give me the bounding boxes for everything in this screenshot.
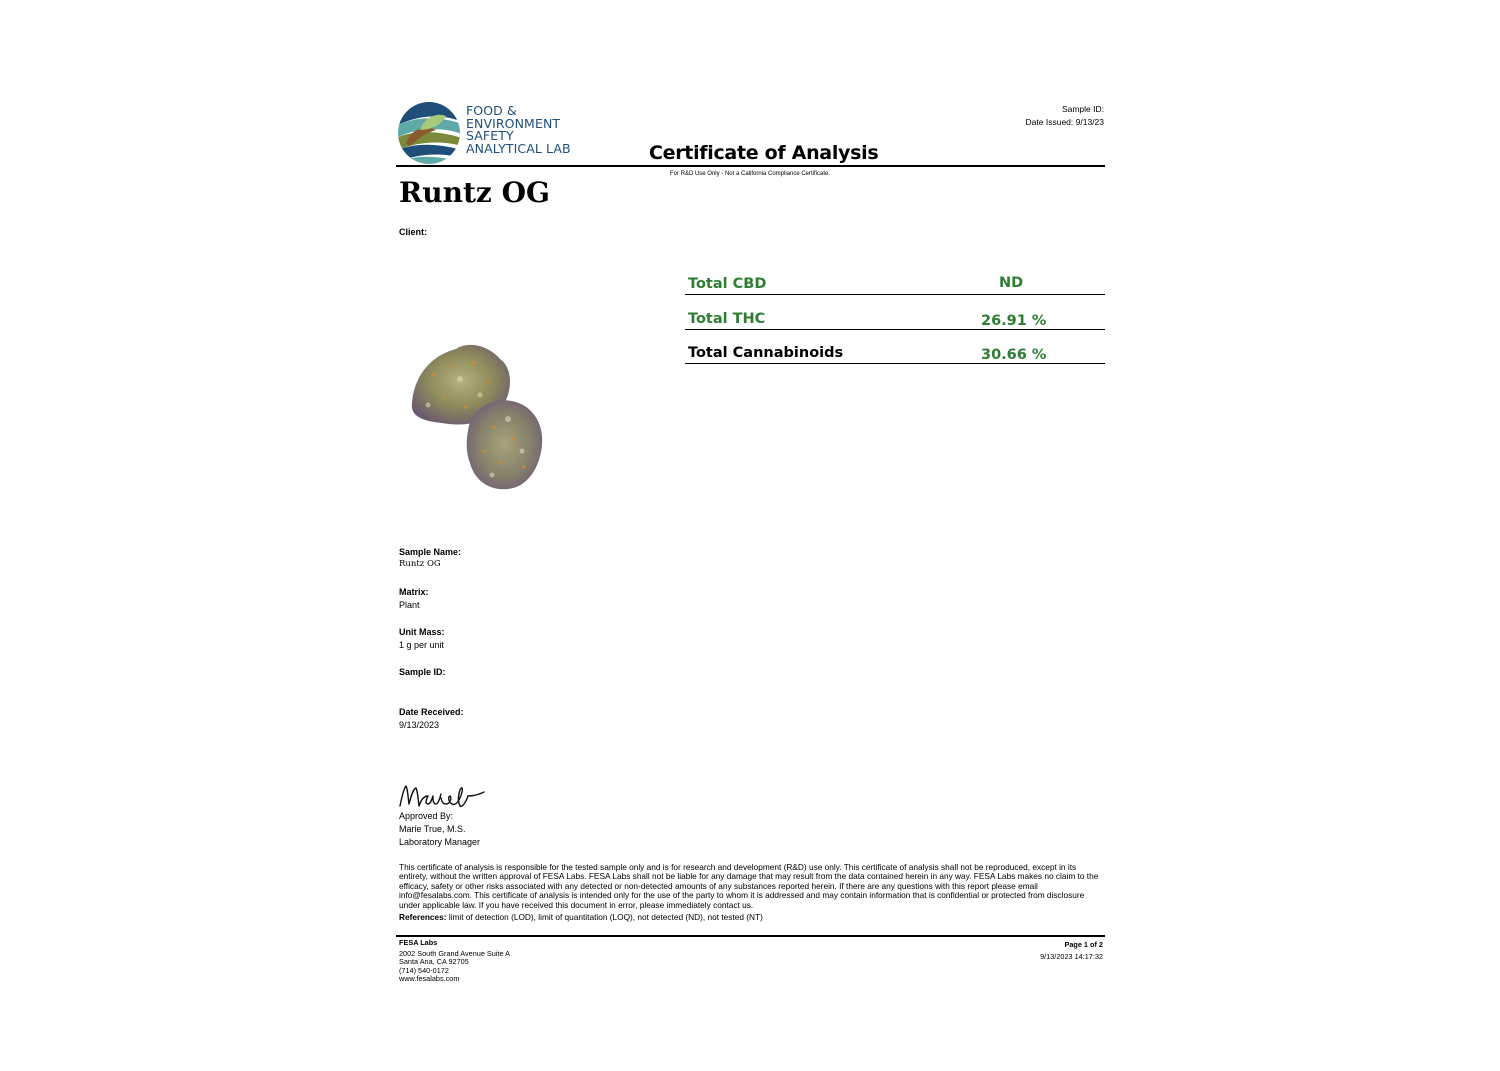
page-number: Page 1 of 2 xyxy=(1064,940,1103,949)
lab-logo-text xyxy=(466,105,571,155)
date-received-value: 9/13/2023 xyxy=(399,720,440,730)
print-timestamp: 9/13/2023 14:17:32 xyxy=(1040,951,1103,961)
references-label: References: xyxy=(399,912,447,922)
summary-value: ND xyxy=(999,275,1024,291)
legal-disclaimer: This certificate of analysis is responsible for the tested sample only and is for research and development (R&D) use only. This certificate of analysis shall not be reproduced, except in its entirety, without the written approval of FESA Labs. FESA Labs shall not be liable for any damage that may result from the data contained herein in any way. FESA Labs makes no claim to the efficacy, safety or other risks associated with any detected or non-detected amounts of any substances reported herein. If there are any questions with this report please email info@fesalabs.com. This certificate of analysis is intended only for the use of the party to whom it is addressed and may contain information that is confidential or protected from disclosure under applicable law. If you have received this document in error, please immediately contact us. xyxy=(399,862,1099,910)
logo-line: ANALYTICAL LAB xyxy=(466,140,571,156)
header-sample-id: Sample ID: xyxy=(1061,104,1104,114)
header-divider xyxy=(396,165,1105,167)
footer-company: FESA Labs xyxy=(399,938,438,947)
cannabis-flower-image xyxy=(404,335,549,495)
logo-line: FOOD & xyxy=(466,103,517,118)
footer-phone: (714) 540-0172 xyxy=(399,965,449,975)
approved-by-label: Approved By: xyxy=(399,811,454,821)
summary-row-cbd xyxy=(685,262,1105,295)
logo-line: SAFETY xyxy=(466,128,514,143)
footer-address-line: Santa Ana, CA 92705 xyxy=(399,957,469,967)
references xyxy=(399,912,763,922)
summary-value: 26.91 % xyxy=(981,312,1047,329)
product-name-title: Runtz OG xyxy=(399,176,550,209)
summary-value: 30.66 % xyxy=(981,347,1047,363)
footer-address-line: 2002 South Grand Avenue Suite A xyxy=(399,948,511,958)
unit-mass-label: Unit Mass: xyxy=(399,627,445,637)
approver-name: Marie True, M.S. xyxy=(399,824,466,834)
client-label: Client: xyxy=(399,227,427,237)
unit-mass-value: 1 g per unit xyxy=(399,640,445,650)
rd-disclaimer: For R&D Use Only - Not a California Compliance Certificate. xyxy=(669,171,831,177)
summary-row-thc xyxy=(685,297,1105,330)
footer-divider xyxy=(396,935,1105,937)
header-date-issued: Date Issued: 9/13/23 xyxy=(1025,117,1104,127)
sample-id-label: Sample ID: xyxy=(399,667,446,677)
matrix-label: Matrix: xyxy=(399,587,429,597)
approver-role: Laboratory Manager xyxy=(399,837,481,847)
footer-page-info xyxy=(1040,939,1103,962)
footer-website: www.fesalabs.com xyxy=(399,974,460,984)
summary-label: Total CBD xyxy=(688,276,767,292)
references-text: limit of detection (LOD), limit of quantitation (LOQ), not detected (ND), not tested (NT) xyxy=(446,912,763,922)
signature-image xyxy=(396,780,488,812)
sample-name-label: Sample Name: xyxy=(399,547,462,557)
cannabinoid-summary xyxy=(685,262,1105,366)
summary-row-total xyxy=(685,331,1105,364)
logo-line: ENVIRONMENT xyxy=(466,115,561,131)
signature xyxy=(396,780,488,812)
summary-label: Total THC xyxy=(688,310,766,327)
summary-label: Total Cannabinoids xyxy=(688,345,844,361)
lab-logo-icon xyxy=(396,100,462,166)
lab-logo xyxy=(396,100,596,166)
product-photo xyxy=(404,335,549,495)
footer-address xyxy=(399,939,510,984)
matrix-value: Plant xyxy=(399,600,420,610)
date-received-label: Date Received: xyxy=(399,707,464,717)
sample-name-value: Runtz OG xyxy=(399,559,441,569)
document-title: Certificate of Analysis xyxy=(649,142,879,164)
